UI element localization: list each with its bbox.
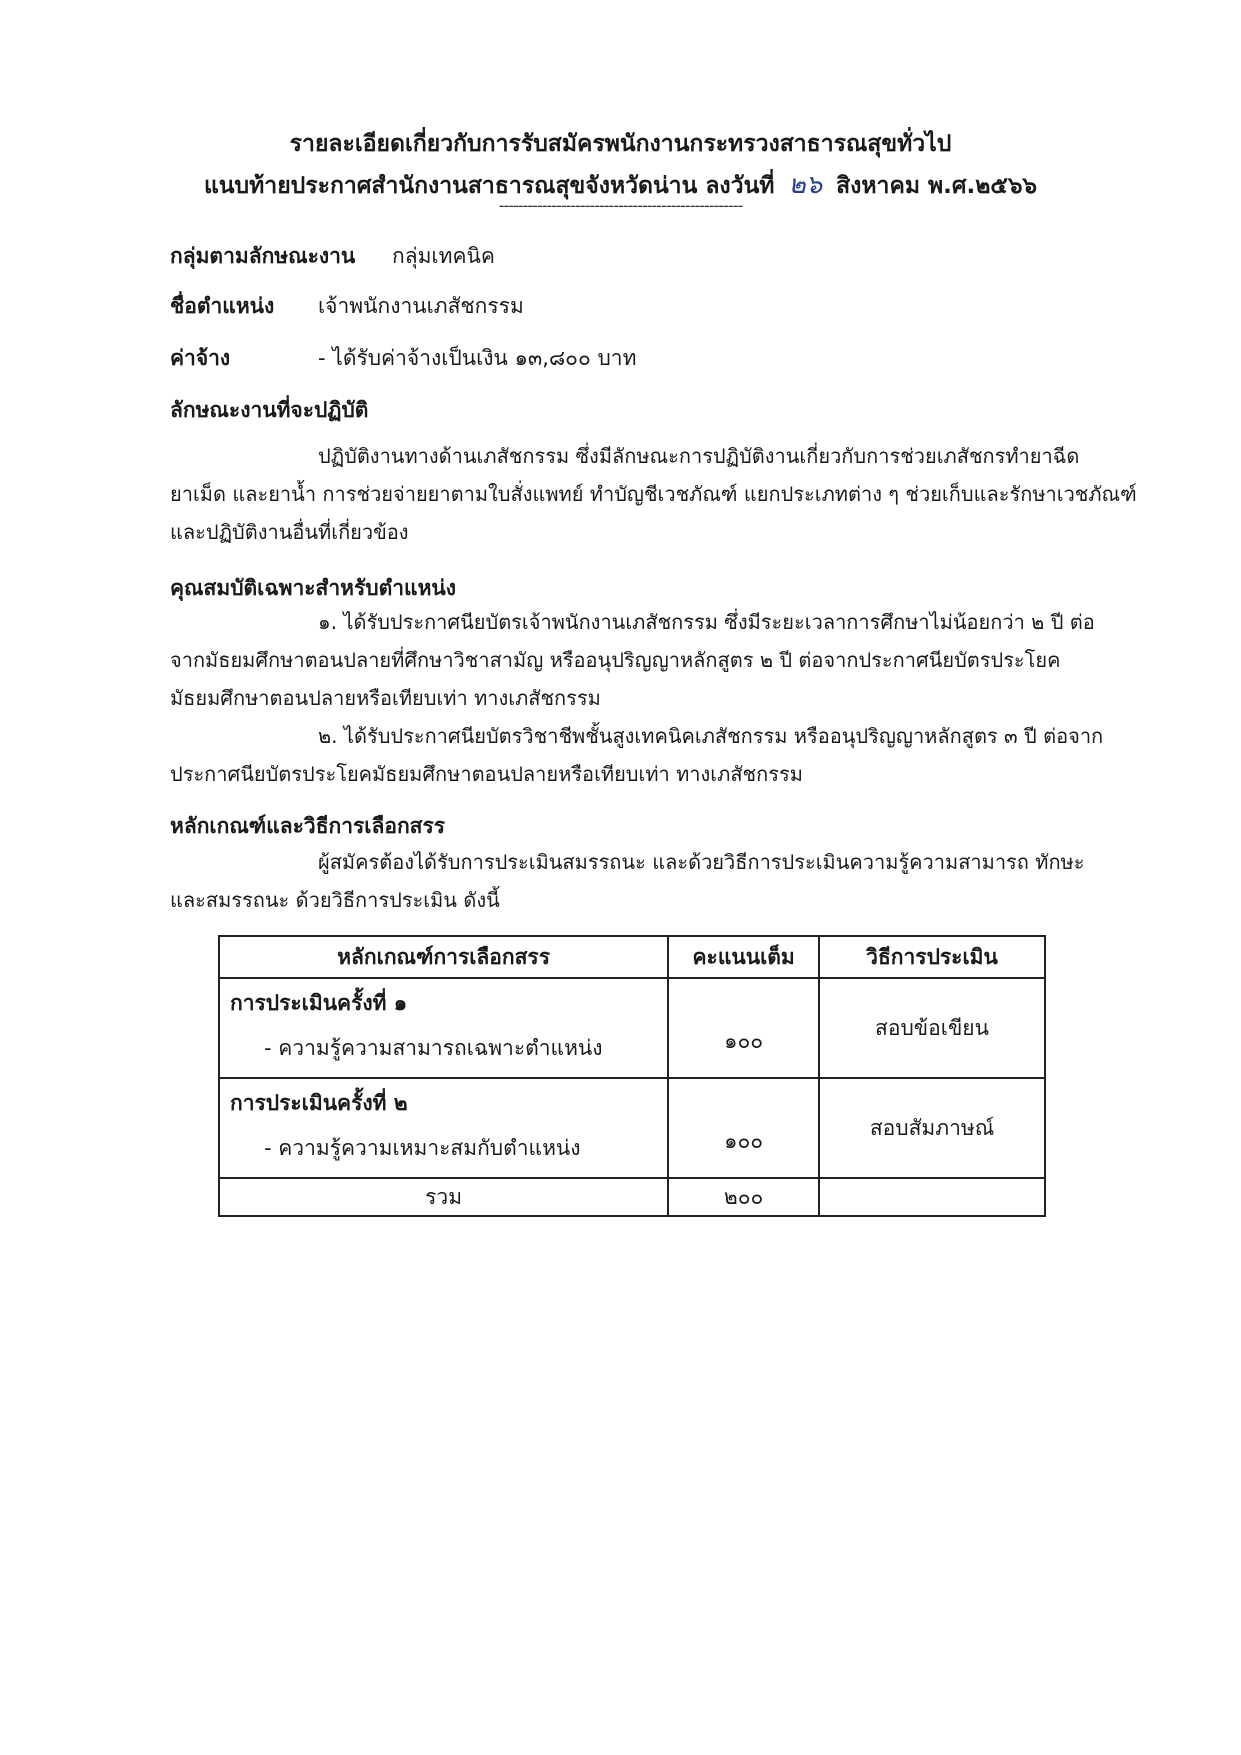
- document-title: รายละเอียดเกี่ยวกับการรับสมัครพนักงานกระทรวงสาธารณสุขทั่วไป: [289, 131, 952, 157]
- qualification-line: ประกาศนียบัตรประโยคมัธยมศึกษาตอนปลายหรือเทียบเท่า ทางเภสัชกรรม: [170, 762, 803, 786]
- separator-line: ---------------------------------------------------: [498, 196, 743, 215]
- score-cell: ๑๐๐: [668, 1078, 819, 1178]
- handwritten-day: ๒๖: [788, 170, 823, 200]
- duties-line: ยาเม็ด และยาน้ำ การช่วยจ่ายยาตามใบสั่งแพทย์ ทำบัญชีเวชภัณฑ์ แยกประเภทต่าง ๆ ช่วยเก็บและรักษาเวชภัณฑ์: [170, 482, 1137, 506]
- selection-heading: หลักเกณฑ์และวิธีการเลือกสรร: [170, 814, 446, 838]
- criteria-cell: [219, 978, 668, 1078]
- method-cell: สอบสัมภาษณ์: [819, 1078, 1045, 1178]
- criteria-cell: [219, 1078, 668, 1178]
- field-group: [170, 240, 495, 273]
- score-cell: ๑๐๐: [668, 978, 819, 1078]
- qualification-line: ๒. ได้รับประกาศนียบัตรวิชาชีพชั้นสูงเทคนิคเภสัชกรรม หรืออนุปริญญาหลักสูตร ๓ ปี ต่อจาก: [318, 724, 1104, 748]
- group-label: กลุ่มตามลักษณะงาน: [170, 244, 356, 268]
- assessment-round: การประเมินครั้งที่ ๒: [230, 1091, 408, 1115]
- duties-line: และปฏิบัติงานอื่นที่เกี่ยวข้อง: [170, 520, 409, 544]
- header-criteria: หลักเกณฑ์การเลือกสรร: [219, 936, 668, 978]
- method-cell: สอบข้อเขียน: [819, 978, 1045, 1078]
- table-header-row: [219, 936, 1045, 978]
- header-method: วิธีการประเมิน: [819, 936, 1045, 978]
- criteria-table: [218, 935, 1046, 1217]
- qualification-line: จากมัธยมศึกษาตอนปลายที่ศึกษาวิชาสามัญ หรืออนุปริญญาหลักสูตร ๒ ปี ต่อจากประกาศนียบัตรประโยค: [170, 648, 1061, 672]
- field-position: [170, 290, 524, 323]
- assessment-item: - ความรู้ความสามารถเฉพาะตำแหน่ง: [264, 1036, 603, 1060]
- assessment-item: - ความรู้ความเหมาะสมกับตำแหน่ง: [264, 1136, 581, 1160]
- qualification-line: มัธยมศึกษาตอนปลายหรือเทียบเท่า ทางเภสัชกรรม: [170, 686, 601, 710]
- table-total-row: [219, 1178, 1045, 1216]
- table-row: [219, 1078, 1045, 1178]
- header-score: คะแนนเต็ม: [668, 936, 819, 978]
- total-label: รวม: [219, 1178, 668, 1216]
- field-wage: [170, 342, 636, 375]
- wage-label: ค่าจ้าง: [170, 346, 231, 370]
- qualification-line: ๑. ได้รับประกาศนียบัตรเจ้าพนักงานเภสัชกรรม ซึ่งมีระยะเวลาการศึกษาไม่น้อยกว่า ๒ ปี ต่อ: [318, 610, 1095, 634]
- subtitle-suffix: สิงหาคม พ.ศ.๒๕๖๖: [836, 173, 1038, 199]
- qualifications-heading: คุณสมบัติเฉพาะสำหรับตำแหน่ง: [170, 576, 457, 600]
- total-score: ๒๐๐: [668, 1178, 819, 1216]
- subtitle-prefix: แนบท้ายประกาศสำนักงานสาธารณสุขจังหวัดน่าน ลงวันที่: [203, 173, 775, 199]
- group-value: กลุ่มเทคนิค: [392, 244, 495, 268]
- wage-value: - ได้รับค่าจ้างเป็นเงิน ๑๓,๘๐๐ บาท: [318, 346, 637, 370]
- table-row: [219, 978, 1045, 1078]
- total-method-empty: [819, 1178, 1045, 1216]
- selection-line: และสมรรถนะ ด้วยวิธีการประเมิน ดังนี้: [170, 888, 500, 912]
- position-value: เจ้าพนักงานเภสัชกรรม: [318, 294, 524, 318]
- duties-heading: ลักษณะงานที่จะปฏิบัติ: [170, 398, 369, 422]
- assessment-round: การประเมินครั้งที่ ๑: [230, 991, 408, 1015]
- position-label: ชื่อตำแหน่ง: [170, 294, 275, 318]
- duties-line: ปฏิบัติงานทางด้านเภสัชกรรม ซึ่งมีลักษณะการปฏิบัติงานเกี่ยวกับการช่วยเภสัชกรทำยาฉีด: [318, 444, 1080, 468]
- selection-line: ผู้สมัครต้องได้รับการประเมินสมรรถนะ และด้วยวิธีการประเมินความรู้ความสามารถ ทักษะ: [318, 850, 1085, 874]
